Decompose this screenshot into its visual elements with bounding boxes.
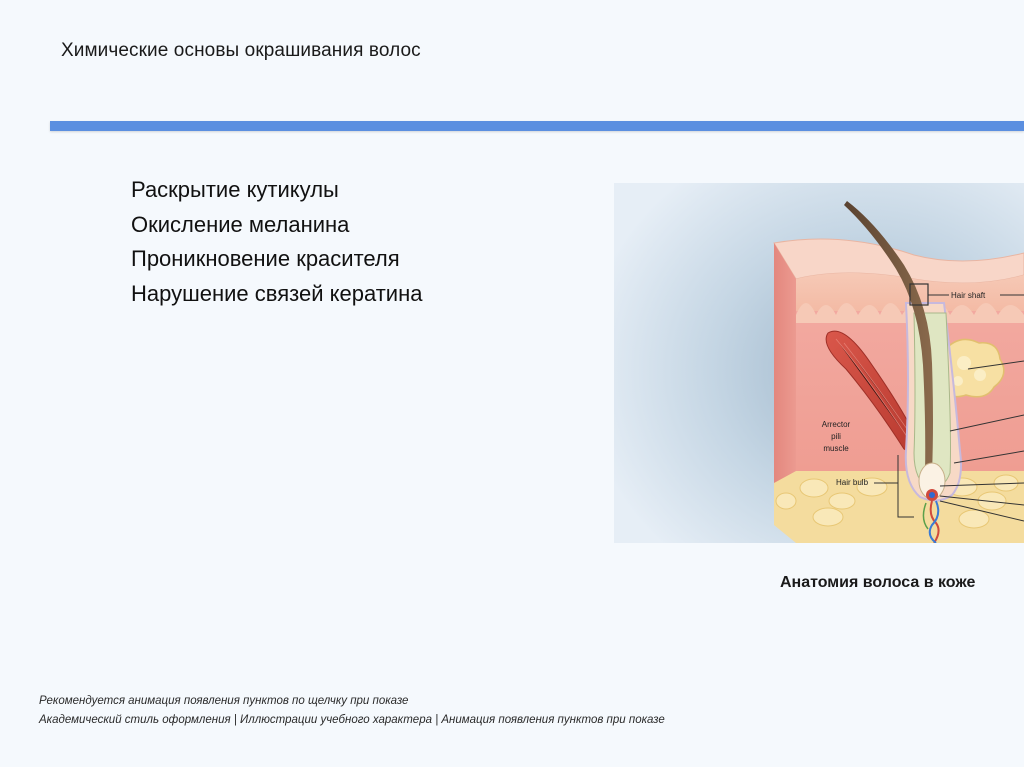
bullet-item: Окисление меланина <box>131 211 350 237</box>
slide-title: Химические основы окрашивания волос <box>61 40 421 61</box>
note-line: Рекомендуется анимация появления пунктов по щелчку при показе <box>39 695 409 707</box>
hair-shaft-label: Hair shaft <box>951 291 986 300</box>
title-divider <box>50 121 1024 131</box>
hair-bulb-label: Hair bulb <box>836 478 869 487</box>
arrector-label-line2: pili <box>831 432 841 441</box>
hair-anatomy-illustration <box>614 183 1024 543</box>
bullet-item: Проникновение красителя <box>131 246 400 271</box>
note-line: Академический стиль оформления | Иллюстрации учебного характера | Анимация появления пунктов при показе <box>39 714 665 726</box>
arrector-label-line3: muscle <box>823 444 849 453</box>
bullet-item: Раскрытие кутикулы <box>131 177 339 202</box>
bullet-list <box>131 173 422 311</box>
arrector-label-line1: Arrector <box>821 420 851 429</box>
bullet-item: Нарушение связей кератина <box>131 280 423 306</box>
slide-notes <box>39 692 665 730</box>
figure-caption: Анатомия волоса в коже <box>780 574 976 591</box>
